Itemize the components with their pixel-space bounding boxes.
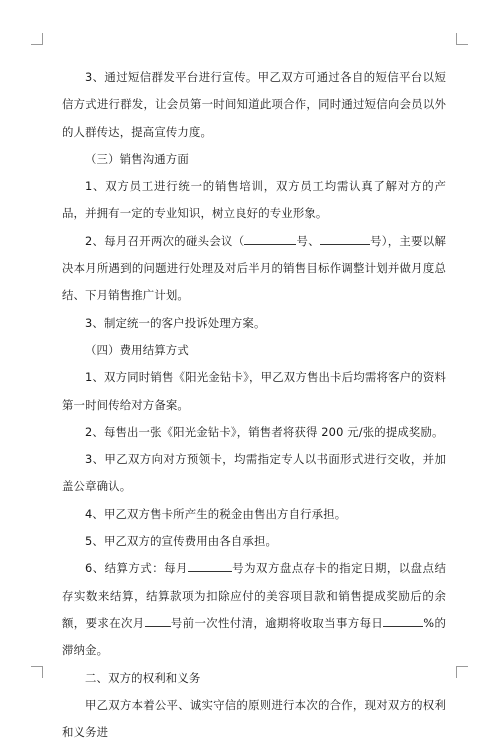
crop-mark-bottom-right: [456, 666, 468, 678]
paragraph-text: （三）销售沟通方面: [85, 151, 189, 166]
fill-in-blank: [145, 614, 171, 627]
section-heading-fee-settlement: [62, 337, 446, 364]
paragraph-card-handover: [62, 446, 446, 501]
paragraph-commission: [62, 419, 446, 446]
paragraph-complaint-handling: [62, 310, 446, 337]
paragraph-text: 4、甲乙双方售卡所产生的税金由售出方自行承担。: [85, 506, 347, 521]
paragraph-settlement-method: [62, 555, 446, 664]
paragraph-text: 5、甲乙双方的宣传费用由各自承担。: [85, 534, 278, 549]
paragraph-text: 3、通过短信群发平台进行宣传。甲乙双方可通过各自的短信平台以短信方式进行群发，让会员第一时间知道此项合作，同时通过短信向会员以外的人群传达，提高宣传力度。: [62, 70, 446, 139]
paragraph-text: 3、制定统一的客户投诉处理方案。: [85, 315, 266, 330]
paragraph-text: 3、甲乙双方向对方预领卡，均需指定专人以书面形式进行交收，并加盖公章确认。: [62, 452, 446, 494]
fill-in-blank: [244, 232, 296, 245]
crop-mark-top-left: [31, 33, 43, 45]
section-heading-sales-communication: [62, 146, 446, 173]
paragraph-text: 甲乙双方本着公平、诚实守信的原则进行本次的合作，现对双方的权利和义务进: [62, 697, 446, 740]
paragraph-text: 2、每月召开两次的碰头会议（: [85, 233, 245, 248]
paragraph-text: 号前一次性付清，逾期将收取当事方每日: [170, 615, 384, 630]
paragraph-text: （四）费用结算方式: [85, 342, 189, 357]
paragraph-text: 1、双方员工进行统一的销售培训，双方员工均需认真了解对方的产品，并拥有一定的专业知识，树立良好的专业形象。: [62, 179, 446, 221]
paragraph-text: 号、: [296, 233, 320, 248]
paragraph-text: 2、每售出一张《阳光金钻卡》，销售者将获得 200 元/张的提成奖励。: [85, 424, 444, 439]
paragraph-cooperation-principle: [62, 692, 446, 746]
paragraph-tax: [62, 501, 446, 528]
document-body: [62, 64, 446, 746]
paragraph-text: %的滞纳金。: [62, 615, 447, 658]
section-heading-rights-obligations: [62, 665, 446, 692]
paragraph-text: 6、结算方式：每月: [85, 561, 188, 576]
fill-in-blank: [320, 232, 370, 245]
paragraph-sales-training: [62, 173, 446, 228]
paragraph-monthly-meeting: [62, 228, 446, 310]
fill-in-blank: [383, 614, 423, 627]
crop-mark-bottom-left: [31, 666, 43, 678]
paragraph-sms-promotion: [62, 64, 446, 146]
paragraph-text: 二、双方的权利和义务: [85, 670, 201, 685]
crop-mark-top-right: [456, 33, 468, 45]
paragraph-text: 号为双方盘点存卡的指定日期，以盘点结存实数来结算，结算款项为扣除应付的美容项目款和销售提成奖励后的余额，要求在次月: [62, 561, 446, 630]
paragraph-text: 1、双方同时销售《阳光金钻卡》，甲乙双方售出卡后均需将客户的资料第一时间传给对方备案。: [62, 370, 446, 412]
paragraph-text: 号），主要以解决本月所遇到的问题进行处理及对后半月的销售目标作调整计划并做月度总结、下月销售推广计划。: [62, 233, 446, 303]
fill-in-blank: [188, 559, 232, 572]
paragraph-card-sales: [62, 364, 446, 419]
paragraph-promotion-cost: [62, 528, 446, 555]
